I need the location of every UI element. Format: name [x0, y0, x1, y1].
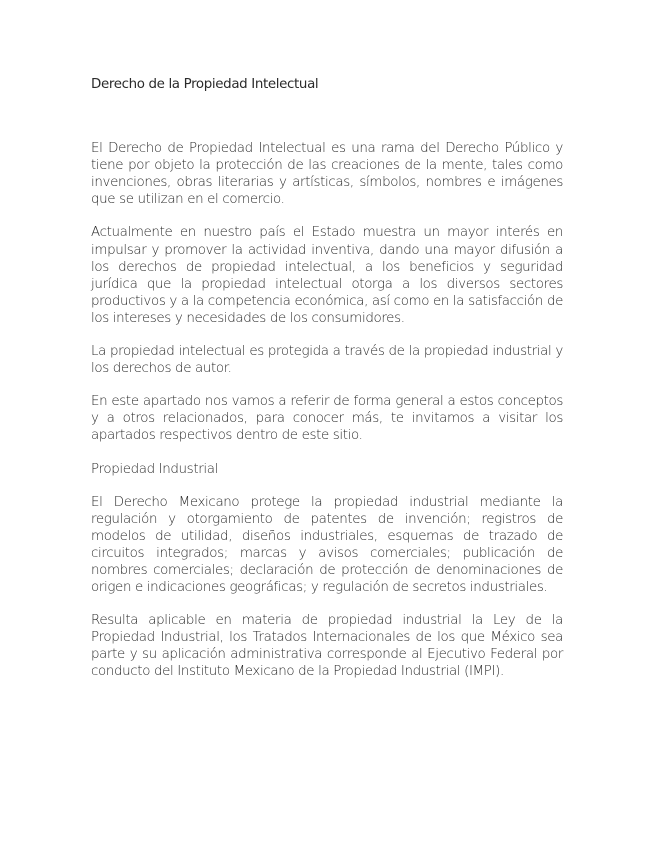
paragraph-definition: El Derecho de Propiedad Intelectual es una rama del Derecho Público y tiene por objeto la protección de las creaciones de la mente, tales como invenciones, obras literarias y artísticas, símbolos, nombres e imágenes que se utilizan en el comercio.: [91, 141, 563, 208]
paragraph-state-interest: Actualmente en nuestro país el Estado muestra un mayor interés en impulsar y promover la actividad inventiva, dando una mayor difusión a los derechos de propiedad intelectual, a los beneficios y seguridad jurídica que la propiedad intelectual otorga a los diversos sectores productivos y a la competencia económica, así como en la satisfacción de los intereses y necesidades de los consumidores.: [91, 225, 563, 326]
paragraph-mexican-law: El Derecho Mexicano protege la propiedad industrial mediante la regulación y otorgamiento de patentes de invención; registros de modelos de utilidad, diseños industriales, esquemas de trazado de circuitos integrados; marcas y avisos comerciales; publicación de nombres comerciales; declaración de protección de denominaciones de origen e indicaciones geográficas; y regulación de secretos industriales.: [91, 494, 563, 596]
paragraph-section-intro: En este apartado nos vamos a referir de forma general a estos conceptos y a otros relacionados, para conocer más, te invitamos a visitar los apartados respectivos dentro de este sitio.: [91, 394, 563, 444]
document-body: [91, 76, 563, 697]
paragraph-protection: La propiedad intelectual es protegida a través de la propiedad industrial y los derechos de autor.: [91, 344, 563, 377]
section-heading-propiedad-industrial: Propiedad Industrial: [91, 461, 218, 477]
paragraph-applicable-law: Resulta aplicable en materia de propiedad industrial la Ley de la Propiedad Industrial, los Tratados Internacionales de los que México sea parte y su aplicación administrativa corresponde al Ejecutivo Federal por conducto del Instituto Mexicano de la Propiedad Industrial (IMPI).: [91, 613, 563, 680]
document-title: Derecho de la Propiedad Intelectual: [91, 77, 319, 92]
